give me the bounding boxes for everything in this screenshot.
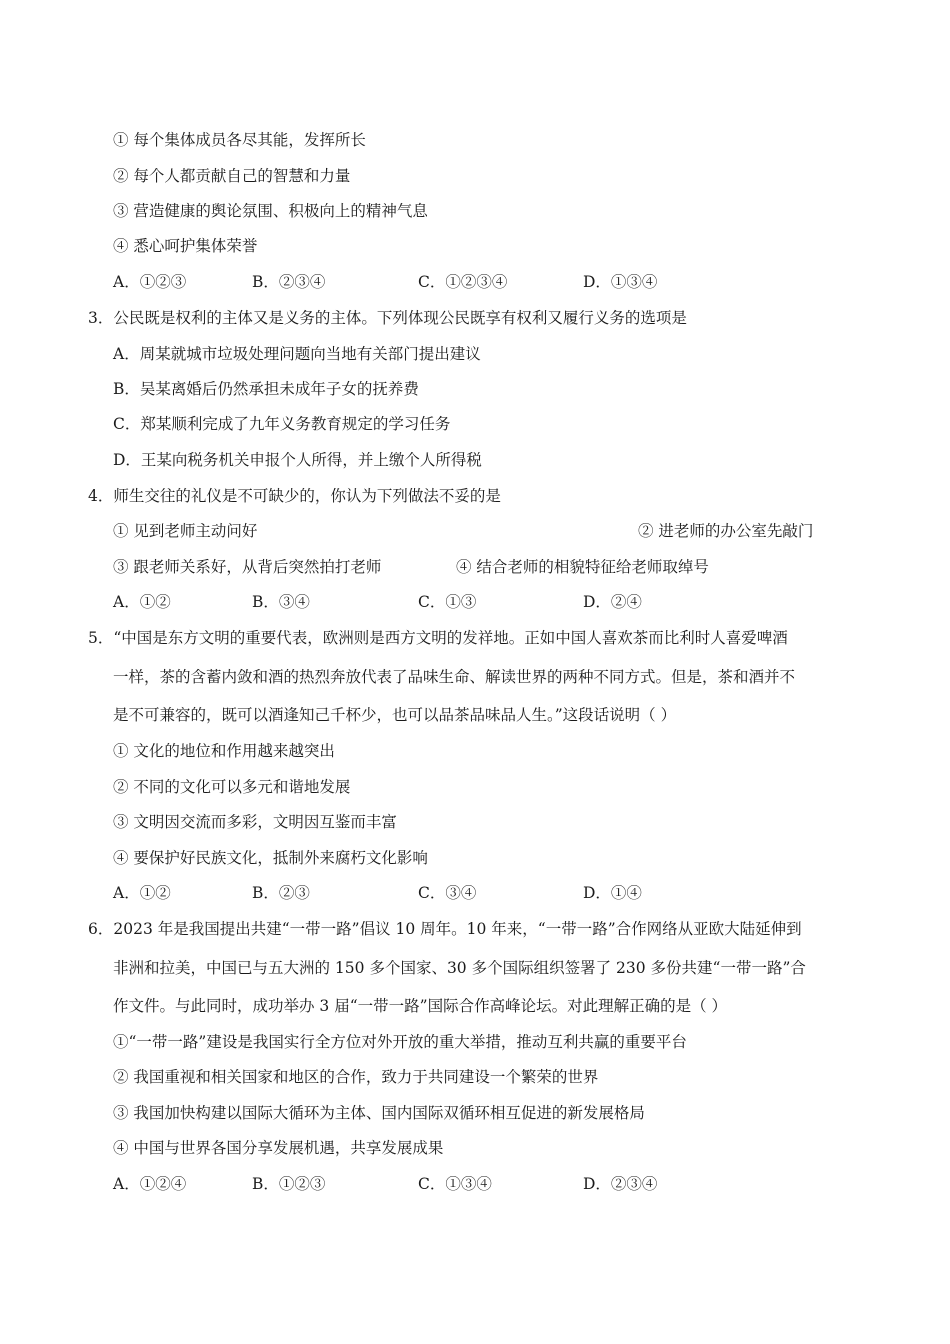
q5-stem-line-3: 是不可兼容的，既可以酒逢知己千杯少，也可以品茶品味品人生。”这段话说明（ ） <box>113 706 677 724</box>
q4-statement-3: ③ 跟老师关系好，从背后突然拍打老师 <box>113 558 382 576</box>
q5-option-a: A．①② <box>113 884 171 902</box>
q6-option-b: B．①②③ <box>252 1175 326 1193</box>
q6-statement-3: ③ 我国加快构建以国际大循环为主体、国内国际双循环相互促进的新发展格局 <box>113 1104 645 1122</box>
q6-statement-2: ② 我国重视和相关国家和地区的合作，致力于共同建设一个繁荣的世界 <box>113 1068 599 1086</box>
q6-stem-line-2: 非洲和拉美，中国已与五大洲的 150 多个国家、30 多个国际组织签署了 230 多份共建“一带一路”合 <box>113 959 806 977</box>
q4-statement-1: ① 见到老师主动问好 <box>113 522 258 540</box>
q2-statement-2: ② 每个人都贡献自己的智慧和力量 <box>113 167 351 185</box>
q5-statement-2: ② 不同的文化可以多元和谐地发展 <box>113 778 351 796</box>
q5-option-d: D．①④ <box>583 884 642 902</box>
q2-option-c: C．①②③④ <box>418 273 508 291</box>
q6-option-c: C．①③④ <box>418 1175 492 1193</box>
q5-option-b: B．②③ <box>252 884 310 902</box>
q3-option-c: C．郑某顺利完成了九年义务教育规定的学习任务 <box>113 415 451 433</box>
q5-statement-4: ④ 要保护好民族文化，抵制外来腐朽文化影响 <box>113 849 428 867</box>
q2-statement-4: ④ 悉心呵护集体荣誉 <box>113 237 258 255</box>
q2-statement-3: ③ 营造健康的舆论氛围、积极向上的精神气息 <box>113 202 428 220</box>
q4-option-b: B．③④ <box>252 593 310 611</box>
q5-statement-1: ① 文化的地位和作用越来越突出 <box>113 742 335 760</box>
q5-stem-line-1: 5．“中国是东方文明的重要代表，欧洲则是西方文明的发祥地。正如中国人喜欢茶而比利时人喜爱啤酒 <box>88 629 788 647</box>
q4-statement-2: ② 进老师的办公室先敲门 <box>638 522 814 540</box>
q6-stem-line-3: 作文件。与此同时，成功举办 3 届“一带一路”国际合作高峰论坛。对此理解正确的是（ ） <box>113 997 727 1015</box>
q5-option-c: C．③④ <box>418 884 477 902</box>
q6-option-a: A．①②④ <box>113 1175 187 1193</box>
q2-statement-1: ① 每个集体成员各尽其能，发挥所长 <box>113 131 366 149</box>
q3-option-d: D．王某向税务机关申报个人所得，并上缴个人所得税 <box>113 451 482 469</box>
q4-option-a: A．①② <box>113 593 171 611</box>
q4-option-c: C．①③ <box>418 593 477 611</box>
q4-stem: 4．师生交往的礼仪是不可缺少的，你认为下列做法不妥的是 <box>88 487 501 505</box>
q5-statement-3: ③ 文明因交流而多彩，文明因互鉴而丰富 <box>113 813 397 831</box>
q3-stem: 3．公民既是权利的主体又是义务的主体。下列体现公民既享有权利又履行义务的选项是 <box>88 309 687 327</box>
q3-option-a: A．周某就城市垃圾处理问题向当地有关部门提出建议 <box>113 345 481 363</box>
q6-statement-4: ④ 中国与世界各国分享发展机遇，共享发展成果 <box>113 1139 444 1157</box>
q6-statement-1: ①“一带一路”建设是我国实行全方位对外开放的重大举措，推动互利共赢的重要平台 <box>113 1033 687 1051</box>
q2-option-b: B．②③④ <box>252 273 326 291</box>
q6-stem-line-1: 6．2023 年是我国提出共建“一带一路”倡议 10 周年。10 年来，“一带一路”合作网络从亚欧大陆延伸到 <box>88 920 802 938</box>
q2-option-a: A．①②③ <box>113 273 187 291</box>
q3-option-b: B．吴某离婚后仍然承担未成年子女的抚养费 <box>113 380 419 398</box>
q4-option-d: D．②④ <box>583 593 642 611</box>
q5-stem-line-2: 一样，茶的含蓄内敛和酒的热烈奔放代表了品味生命、解读世界的两种不同方式。但是，茶和酒并不 <box>113 668 796 686</box>
q4-statement-4: ④ 结合老师的相貌特征给老师取绰号 <box>456 558 709 576</box>
q6-option-d: D．②③④ <box>583 1175 658 1193</box>
q2-option-d: D．①③④ <box>583 273 658 291</box>
